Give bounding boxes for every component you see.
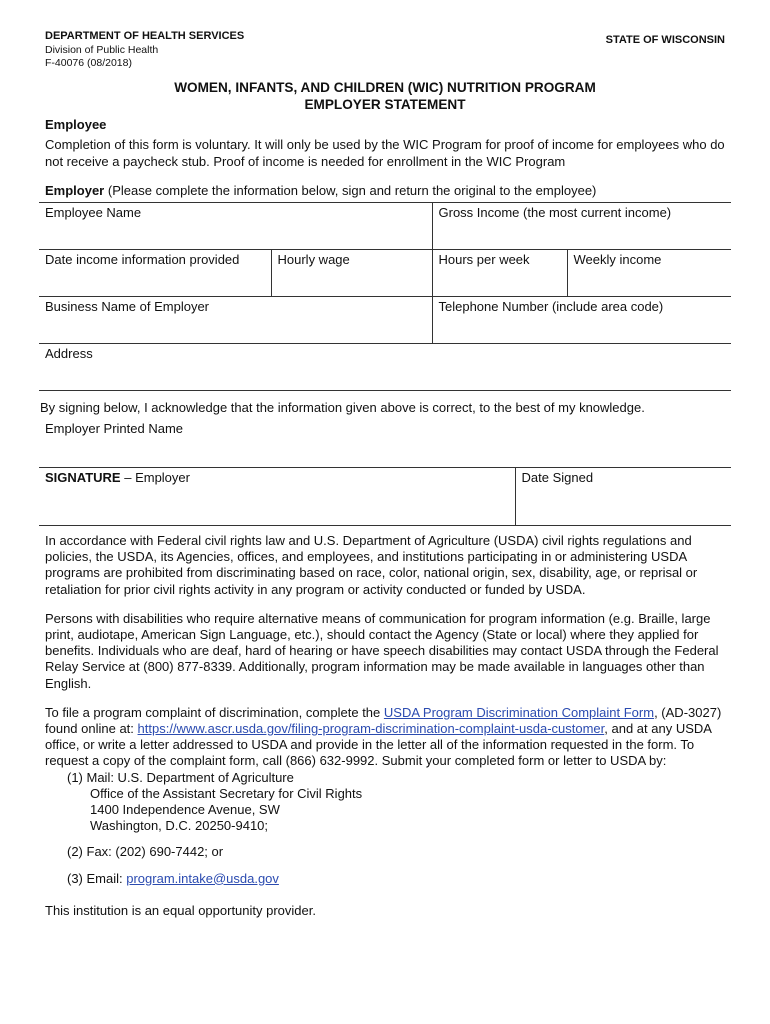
business-name-field[interactable] — [39, 297, 432, 344]
nondiscrimination-paragraph: In accordance with Federal civil rights law and U.S. Department of Agriculture (USDA) civil rights regulations and policies, the USDA, its Agencies, offices, and employees, and institutions participating in or administering USDA programs are prohibited from discriminating based on race, color, national origin, sex, disability, age, or reprisal or retaliation for prior civil rights activity in any program or activity conducted or funded by USDA. — [45, 533, 698, 597]
complaint-text-b: , (AD-3027) found online at: — [45, 704, 722, 737]
signature-table — [39, 419, 731, 526]
weekly-income-field[interactable] — [567, 250, 731, 297]
mail-line-1: (1) Mail: U.S. Department of Agriculture — [67, 769, 294, 785]
employee-intro-text: Completion of this form is voluntary. It will only be used by the WIC Program for proof of income for employees who do not receive a paycheck stub. Proof of income is needed for enrollment in the WIC Program — [45, 137, 725, 169]
form-title-line2: EMPLOYER STATEMENT — [304, 97, 466, 112]
complaint-text-c: , and at any USDA office, or write a letter addressed to USDA and provide in the letter all of the information requested in the form. To request a copy of the complaint form, call (866) 632-9992. Submit your completed form or letter to USDA by: — [45, 721, 712, 769]
state-name: STATE OF WISCONSIN — [605, 34, 725, 46]
fax-line: (2) Fax: (202) 690-7442; or — [67, 844, 224, 860]
hourly-wage-label: Hourly wage — [277, 252, 350, 267]
telephone-label: Telephone Number (include area code) — [438, 299, 664, 314]
gross-income-label: Gross Income (the most current income) — [438, 205, 672, 220]
employee-name-label: Employee Name — [45, 205, 142, 220]
hours-per-week-label: Hours per week — [438, 252, 530, 267]
signature-label-bold: SIGNATURE — [45, 469, 121, 485]
gross-income-field[interactable] — [432, 203, 731, 250]
disabilities-paragraph: Persons with disabilities who require alternative means of communication for program information (e.g. Braille, large print, audiotape, American Sign Language, etc.), should contact the Agency (State or local) where they applied for benefits. Individuals who are deaf, hard of hearing or have speech disabilities may contact USDA through the Federal Relay Service at (800) 877-8339. Additionally, program information may be made available in languages other than English. — [45, 610, 719, 691]
complaint-url-link[interactable]: https://www.ascr.usda.gov/filing-program-discrimination-complaint-usda-customer — [137, 721, 605, 737]
address-field[interactable] — [39, 344, 731, 391]
employer-heading: Employer — [45, 183, 105, 198]
submission-methods — [67, 770, 735, 887]
email-link[interactable]: program.intake@usda.gov — [126, 870, 279, 886]
mail-line-4: Washington, D.C. 20250-9410; — [90, 818, 269, 834]
form-title-line1: WOMEN, INFANTS, AND CHILDREN (WIC) NUTRITION PROGRAM — [174, 80, 596, 95]
telephone-field[interactable] — [432, 297, 731, 344]
signature-field[interactable] — [39, 467, 515, 525]
address-label: Address — [45, 346, 93, 361]
date-signed-label: Date Signed — [521, 469, 594, 485]
header-agency-block — [45, 30, 244, 71]
employer-instruction-line — [45, 183, 596, 198]
department-name: DEPARTMENT OF HEALTH SERVICES — [45, 30, 245, 42]
printed-name-field[interactable] — [39, 419, 731, 467]
signature-label-rest: – Employer — [120, 469, 190, 485]
hourly-wage-field[interactable] — [271, 250, 432, 297]
date-income-label: Date income information provided — [45, 252, 240, 267]
date-signed-field[interactable] — [515, 467, 731, 525]
form-title — [0, 79, 770, 113]
acknowledgement-text: By signing below, I acknowledge that the information given above is correct, to the best of my knowledge. — [40, 400, 645, 415]
mail-line-3: 1400 Independence Avenue, SW — [90, 802, 280, 818]
employee-name-field[interactable] — [39, 203, 432, 250]
form-id: F-40076 (08/2018) — [45, 57, 132, 69]
employer-instruction: (Please complete the information below, sign and return the original to the employee) — [107, 183, 597, 198]
complaint-paragraph — [45, 705, 735, 770]
printed-name-label: Employer Printed Name — [45, 421, 183, 436]
email-line — [67, 871, 735, 887]
mail-line-2: Office of the Assistant Secretary for Civil Rights — [90, 785, 363, 801]
civil-rights-statement — [45, 533, 735, 919]
weekly-income-label: Weekly income — [573, 252, 662, 267]
complaint-form-link[interactable]: USDA Program Discrimination Complaint Form — [383, 704, 655, 720]
date-income-field[interactable] — [39, 250, 271, 297]
business-name-label: Business Name of Employer — [45, 299, 210, 314]
division-name: Division of Public Health — [45, 43, 159, 56]
employee-heading: Employee — [45, 117, 107, 132]
employer-info-table — [39, 202, 731, 391]
complaint-text-a: To file a program complaint of discrimination, complete the — [45, 704, 384, 720]
email-label: (3) Email: — [67, 870, 127, 886]
equal-opportunity-statement: This institution is an equal opportunity provider. — [45, 902, 316, 918]
hours-per-week-field[interactable] — [432, 250, 567, 297]
